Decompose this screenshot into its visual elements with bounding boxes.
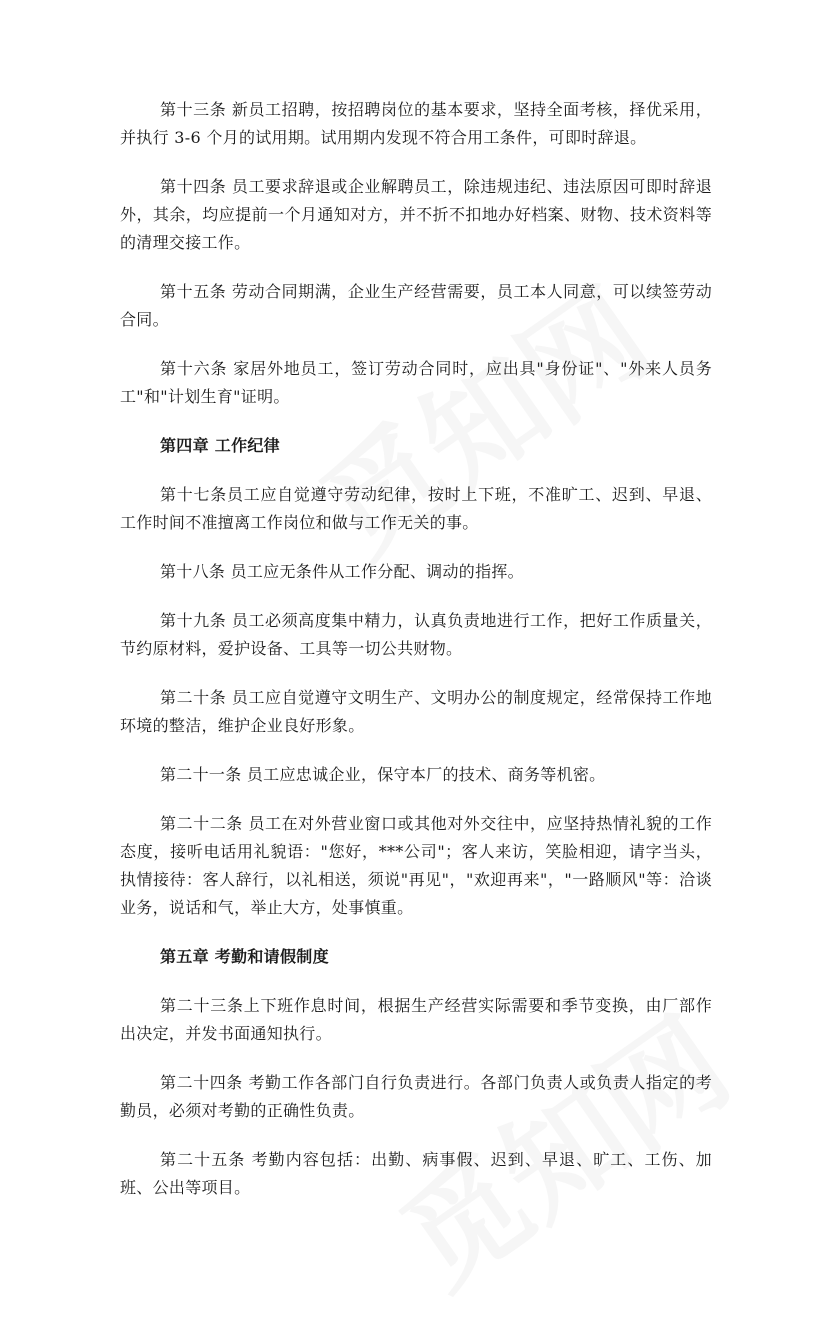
- article-20: 第二十条 员工应自觉遵守文明生产、文明办公的制度规定，经常保持工作地环境的整洁，维护企业良好形象。: [120, 688, 712, 735]
- article-25: 第二十五条 考勤内容包括：出勤、病事假、迟到、早退、旷工、工伤、加班、公出等项目。: [120, 1150, 712, 1197]
- article-17: 第十七条员工应自觉遵守劳动纪律，按时上下班，不准旷工、迟到、早退、工作时间不准擅离工作岗位和做与工作无关的事。: [120, 485, 712, 532]
- article-24: 第二十四条 考勤工作各部门自行负责进行。各部门负责人或负责人指定的考勤员，必须对考勤的正确性负责。: [120, 1073, 712, 1120]
- document-body: [120, 96, 712, 1223]
- article-13: 第十三条 新员工招聘，按招聘岗位的基本要求，坚持全面考核，择优采用，并执行 3-6 个月的试用期。试用期内发现不符合用工条件，可即时辞退。: [120, 100, 712, 147]
- article-15: 第十五条 劳动合同期满，企业生产经营需要，员工本人同意，可以续签劳动合同。: [120, 282, 712, 329]
- chapter-4-heading: 第四章 工作纪律: [160, 436, 280, 455]
- article-16: 第十六条 家居外地员工，签订劳动合同时，应出具"身份证"、"外来人员务工"和"计划生育"证明。: [120, 359, 712, 406]
- article-22: 第二十二条 员工在对外营业窗口或其他对外交往中，应坚持热情礼貌的工作态度，接听电话用礼貌语："您好，***公司"；客人来访，笑脸相迎，请字当头，执情接待：客人辞行，以礼相送，须说"再见"，"欢迎再来"，"一路顺风"等：洽谈业务，说话和气，举止大方，处事慎重。: [120, 814, 712, 917]
- article-23: 第二十三条上下班作息时间，根据生产经营实际需要和季节变换，由厂部作出决定，并发书面通知执行。: [120, 996, 712, 1043]
- article-19: 第十九条 员工必须高度集中精力，认真负责地进行工作，把好工作质量关，节约原材料，爱护设备、工具等一切公共财物。: [120, 611, 712, 658]
- article-18: 第十八条 员工应无条件从工作分配、调动的指挥。: [160, 562, 524, 581]
- article-21: 第二十一条 员工应忠诚企业，保守本厂的技术、商务等机密。: [160, 765, 606, 784]
- article-14: 第十四条 员工要求辞退或企业解聘员工，除违规违纪、违法原因可即时辞退外，其余，均应提前一个月通知对方，并不折不扣地办好档案、财物、技术资料等的清理交接工作。: [120, 177, 712, 252]
- chapter-5-heading: 第五章 考勤和请假制度: [160, 947, 329, 966]
